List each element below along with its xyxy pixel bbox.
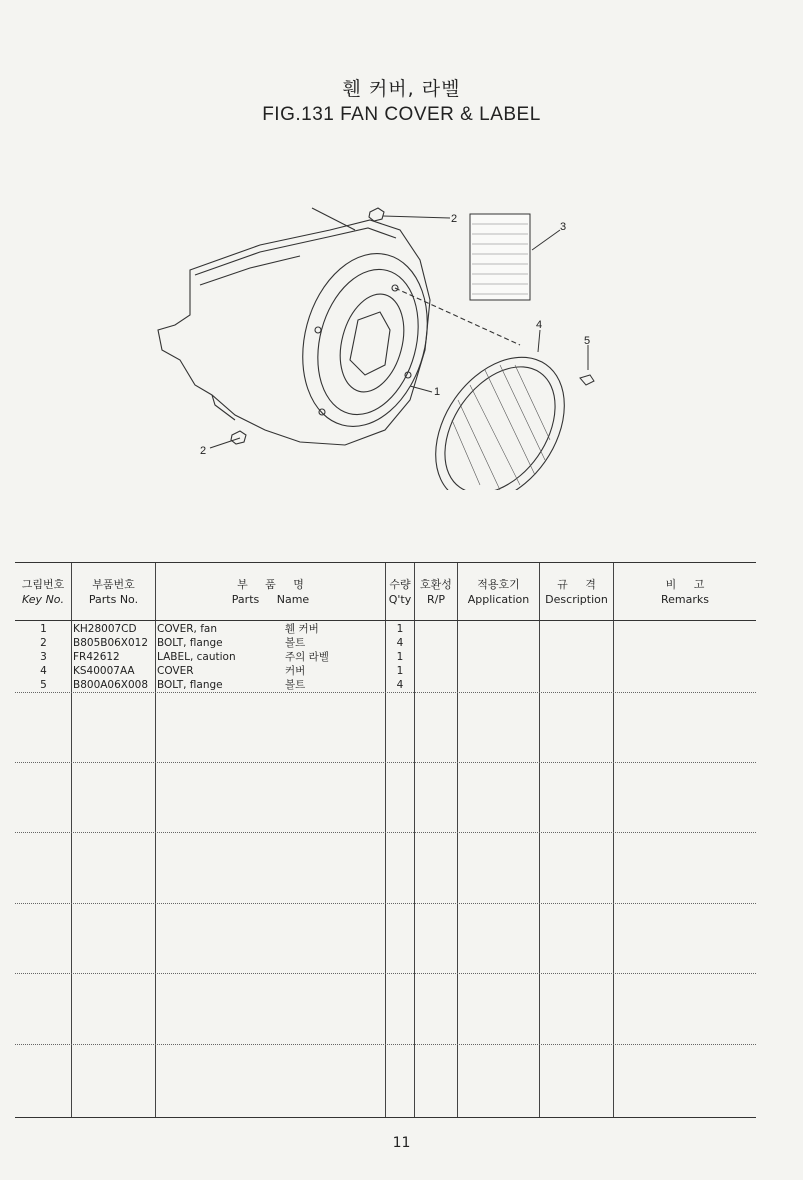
callout-2-bottom: 2 [200,445,207,457]
callout-2-top: 2 [451,213,458,225]
header-parts-name: 부 품 명 Parts Name [231,577,310,606]
header-key-no: 그림번호 Key No. [21,577,65,606]
page-number: 11 [392,1135,411,1151]
callout-3: 3 [560,221,567,233]
exploded-parts-diagram [140,190,640,490]
header-rp: 호환성 R/P [420,577,452,606]
header-application: 적용호기 Application [467,577,530,606]
header-remarks: 비 고 Remarks [661,577,709,606]
table-row: 5 B800A06X008 BOLT, flange 볼트 4 [40,679,404,691]
page-title-korean: 휀 커버, 라벨 [342,78,461,100]
header-qty: 수량 Q'ty [388,577,412,606]
table-row: 1 KH28007CD COVER, fan 휀 커버 1 [40,623,404,635]
callout-5: 5 [584,335,591,347]
header-description: 규 격 Description [545,577,608,606]
table-row: 2 B805B06X012 BOLT, flange 볼트 4 [40,637,404,649]
table-row: 3 FR42612 LABEL, caution 주의 라벨 1 [40,651,404,663]
table-row: 4 KS40007AA COVER 커버 1 [40,665,404,677]
page-title-english: FIG.131 FAN COVER & LABEL [262,104,541,125]
callout-1: 1 [434,386,441,398]
callout-4: 4 [536,319,543,331]
header-parts-no: 부품번호 Parts No. [88,577,139,606]
parts-table [15,562,756,1118]
